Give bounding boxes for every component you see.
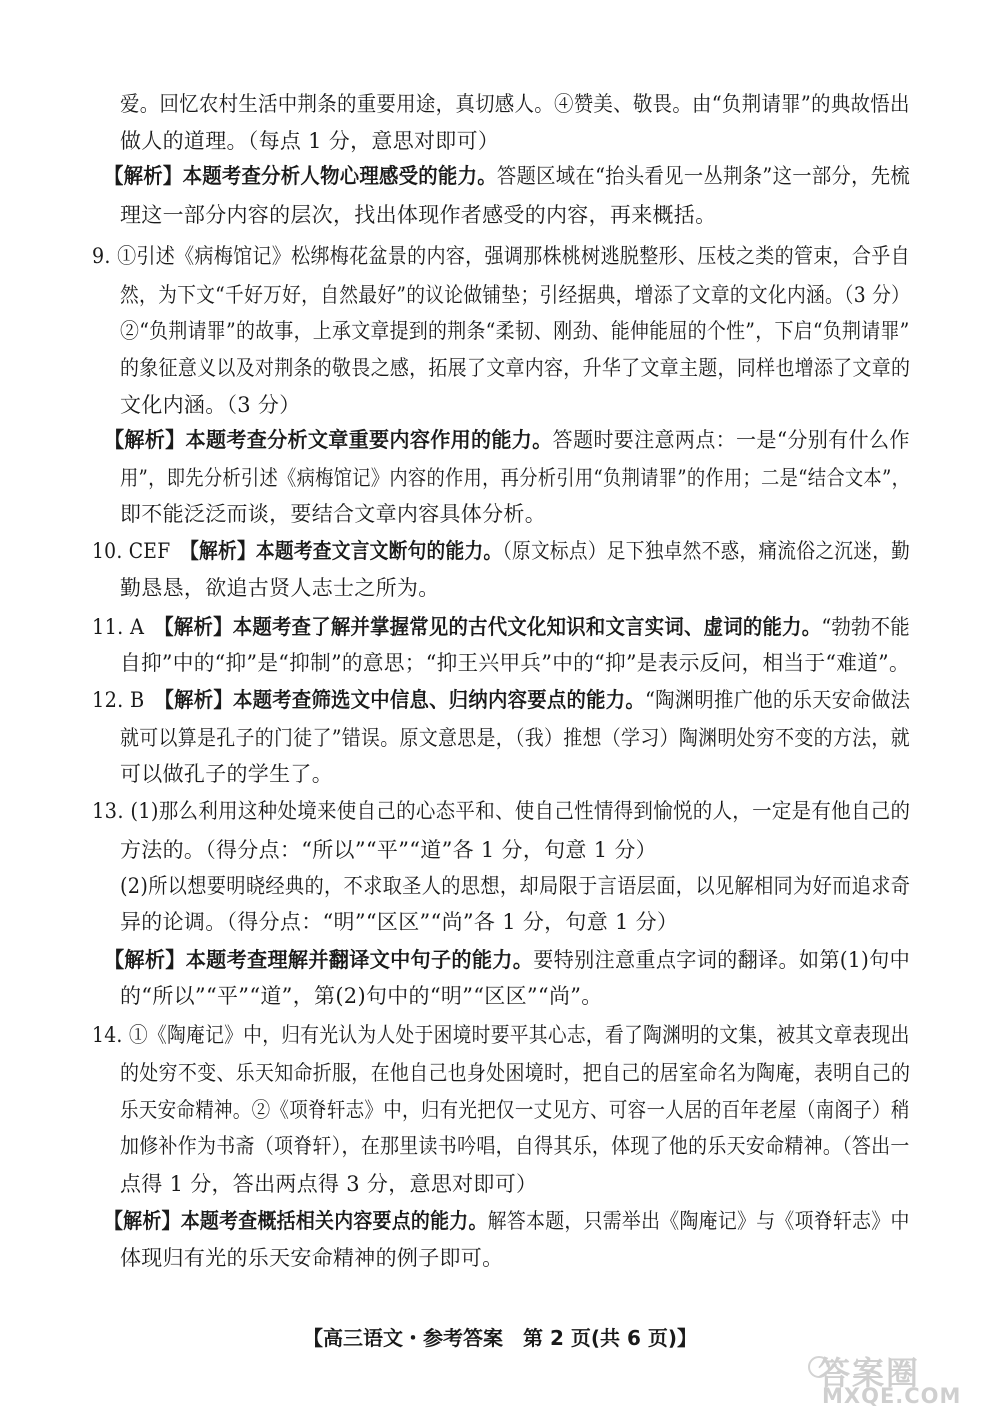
- text-segment: 异的论调。（得分点：“明”“区区”“尚”各 1 分，句意 1 分）: [120, 910, 679, 934]
- text-segment: 11. A: [92, 615, 164, 639]
- text-segment: 可以做孔子的学生了。: [120, 762, 333, 786]
- text-segment: 答题时要注意两点：一是“分别有什么作: [552, 428, 910, 452]
- text-segment: 13. (1)那么利用这种处境来使自己的心态平和、使自己性情得到愉悦的人，一定是有他自己的: [92, 799, 911, 823]
- text-line: [92, 1015, 910, 1055]
- text-line: [120, 458, 910, 498]
- analysis-heading: 【解析】本题考查分析文章重要内容作用的能力。: [104, 427, 553, 452]
- text-segment: 答题区域在“抬头看见一丛荆条”这一部分，先梳: [496, 164, 911, 188]
- text-segment: 9. ①引述《病梅馆记》松绑梅花盆景的内容，强调那株桃树逃脱整形、压枝之类的管束，合乎自: [92, 244, 910, 268]
- text-line: [120, 902, 678, 942]
- text-segment: （原文标点）足下独卓然不惑，痛流俗之沉迷，勤: [502, 539, 911, 563]
- analysis-heading: 【解析】本题考查理解并翻译文中句子的能力。: [104, 947, 534, 972]
- text-line: [120, 830, 657, 870]
- text-line: [120, 1238, 503, 1278]
- text-line: [120, 311, 910, 351]
- analysis-heading: 【解析】本题考查文言文断句的能力。: [189, 538, 503, 563]
- text-line: [104, 420, 910, 460]
- text-segment: 就可以算是孔子的门徒了”错误。原文意思是，（我）推想（学习）陶渊明处穷不变的方法，就: [120, 726, 910, 750]
- text-segment: ②“负荆请罪”的故事，上承文章提到的荆条“柔韧、刚劲、能伸能屈的个性”，下启“负荆请罪”: [120, 319, 910, 343]
- watermark-logo: 答案圈: [818, 1354, 921, 1392]
- analysis-heading: 【解析】本题考查分析人物心理感受的能力。: [104, 163, 497, 188]
- text-segment: 做人的道理。（每点 1 分，意思对即可）: [120, 129, 500, 153]
- text-segment: “勃勃不能: [821, 615, 911, 639]
- text-segment: 的象征意义以及对荆条的敬畏之感，拓展了文章内容，升华了文章主题，同样也增添了文章的: [120, 356, 911, 380]
- page-footer: 【高三语文・参考答案 第 2 页(共 6 页)】: [303, 1326, 697, 1350]
- text-segment: 12. B: [92, 688, 165, 712]
- text-line: [120, 195, 716, 235]
- text-segment: 14. ①《陶庵记》中，归有光认为人处于困境时要平其心志，看了陶渊明的文集，被其文章表现出: [92, 1023, 910, 1047]
- text-line: [120, 348, 910, 388]
- text-segment: 乐天安命精神。②《项脊轩志》中，归有光把仅一丈见方、可容一人居的百年老屋（南阁子）稍: [120, 1098, 910, 1122]
- text-segment: 体现归有光的乐天安命精神的例子即可。: [120, 1246, 504, 1270]
- watermark: [808, 1348, 998, 1410]
- text-line: [92, 607, 910, 647]
- text-segment: 自抑”中的“抑”是“抑制”的意思；“抑王兴甲兵”中的“抑”是表示反问，相当于“难道”。: [120, 651, 910, 675]
- text-segment: 要特别注意重点字词的翻译。如第(1)句中: [533, 948, 911, 972]
- text-segment: “陶渊明推广他的乐天安命做法: [645, 688, 911, 712]
- analysis-heading: 【解析】本题考查筛选文中信息、归纳内容要点的能力。: [164, 687, 646, 712]
- text-line: [120, 754, 333, 794]
- text-line: [120, 1126, 910, 1166]
- text-segment: 即不能泛泛而谈，要结合文章内容具体分析。: [120, 502, 546, 526]
- text-segment: 的“所以”“平”“道”，第(2)句中的“明”“区区”“尚”。: [120, 984, 603, 1008]
- text-segment: 方法的。（得分点：“所以”“平”“道”各 1 分，句意 1 分）: [120, 838, 657, 862]
- text-line: [120, 718, 910, 758]
- watermark-domain: MXQE.COM: [822, 1384, 962, 1408]
- text-line: [92, 531, 910, 571]
- text-line: [120, 976, 603, 1016]
- text-line: [92, 680, 910, 720]
- text-segment: 勤恳恳，欲追古贤人志士之所为。: [120, 576, 440, 600]
- text-line: [104, 1201, 910, 1241]
- text-line: [120, 1053, 910, 1093]
- text-line: [120, 866, 910, 906]
- text-line: [120, 494, 546, 534]
- text-line: [120, 1164, 537, 1204]
- text-segment: 然，为下文“千好万好，自然最好”的议论做铺垫；引经据典，增添了文章的文化内涵。（3 分）: [120, 283, 911, 307]
- text-line: [92, 791, 910, 831]
- text-segment: 的处穷不变、乐天知命折服，在他自己也身处困境时，把自己的居室命名为陶庵，表明自己的: [120, 1061, 911, 1085]
- text-line: [120, 385, 301, 425]
- text-line: [120, 568, 440, 608]
- text-line: [104, 156, 910, 196]
- analysis-heading: 【解析】本题考查了解并掌握常见的古代文化知识和文言实词、虚词的能力。: [163, 614, 822, 639]
- text-line: [120, 121, 499, 161]
- text-segment: 文化内涵。（3 分）: [120, 393, 301, 417]
- text-segment: 10. CEF: [92, 539, 190, 563]
- text-segment: 用”，即先分析引述《病梅馆记》内容的作用，再分析引用“负荆请罪”的作用；二是“结合文本”，: [120, 466, 911, 490]
- analysis-heading: 【解析】本题考查概括相关内容要点的能力。: [104, 1208, 488, 1233]
- text-line: [120, 84, 910, 124]
- text-segment: 理这一部分内容的层次，找出体现作者感受的内容，再来概括。: [120, 203, 717, 227]
- text-line: [92, 236, 910, 276]
- text-segment: (2)所以想要明晓经典的，不求取圣人的思想，却局限于言语层面，以见解相同为好而追求奇: [120, 874, 911, 898]
- text-segment: 点得 1 分，答出两点得 3 分，意思对即可）: [120, 1172, 538, 1196]
- text-line: [104, 940, 910, 980]
- text-segment: 爱。回忆农村生活中荆条的重要用途，真切感人。④赞美、敬畏。由“负荆请罪”的典故悟出: [120, 92, 910, 116]
- text-line: [120, 643, 910, 683]
- text-segment: 解答本题，只需举出《陶庵记》与《项脊轩志》中: [487, 1209, 910, 1233]
- text-line: [120, 275, 910, 315]
- text-segment: 加修补作为书斋（项脊轩），在那里读书吟唱，自得其乐，体现了他的乐天安命精神。（答出一: [120, 1134, 910, 1158]
- text-line: [120, 1090, 910, 1130]
